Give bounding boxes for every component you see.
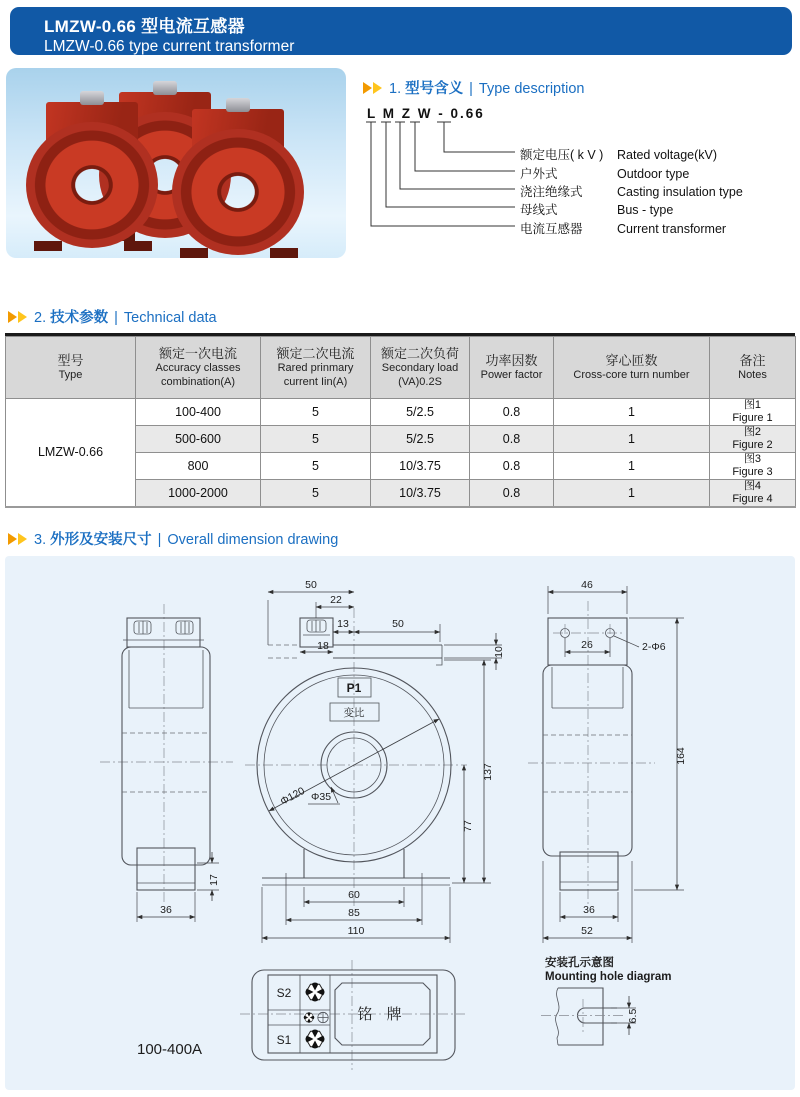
dim-77: 77 xyxy=(462,820,474,832)
product-photo xyxy=(6,68,346,258)
section-title-en: Type description xyxy=(478,81,585,97)
dim-10: 10 xyxy=(493,646,505,658)
dim-dia35: Φ35 xyxy=(311,791,332,803)
table-header-row xyxy=(6,337,796,399)
label-holes: 2-Φ6 xyxy=(642,641,666,653)
bolt-icon xyxy=(305,982,324,1001)
front-view xyxy=(245,579,505,943)
page-header xyxy=(10,7,792,55)
designation-row: 浇注绝缘式 Casting insulation type xyxy=(520,185,743,199)
dim-6p5: 6.5 xyxy=(627,1008,639,1024)
table-row: 1000-2000 5 10/3.75 0.8 1 图4 Figure 4 xyxy=(6,480,796,507)
terminal-bolt xyxy=(303,620,330,635)
designation-row: 电流互感器 Current transformer xyxy=(520,222,727,236)
model-code: L M Z W - 0.66 xyxy=(367,106,485,121)
col-turn-number: 穿心匝数 Cross-core turn number xyxy=(554,337,710,399)
col-secondary-current: 额定二次电流 Rared prinmary current Iin(A) xyxy=(261,337,371,399)
technical-data-table xyxy=(5,333,795,508)
label-ratio: 变比 xyxy=(343,707,365,719)
dim-36-right: 36 xyxy=(583,904,595,916)
section-title-3: 3. 外形及安装尺寸 | Overall dimension drawing xyxy=(8,528,338,549)
dim-dia120: Φ120 xyxy=(278,784,307,808)
dim-52: 52 xyxy=(581,925,593,937)
arrow-icon xyxy=(8,311,17,323)
dimension-drawing xyxy=(5,556,795,1090)
label-p1: P1 xyxy=(346,681,362,695)
dim-17: 17 xyxy=(208,874,220,886)
page-title-en: LMZW-0.66 type current transformer xyxy=(44,38,295,55)
label-s2: S2 xyxy=(276,986,292,1000)
designation-row: 母线式 Bus - type xyxy=(520,203,674,217)
dim-164: 164 xyxy=(675,747,687,765)
terminal-bolts xyxy=(134,621,193,634)
terminal-bolt xyxy=(80,91,104,105)
transformer-unit xyxy=(164,95,314,258)
dim-22: 22 xyxy=(330,594,342,606)
mounting-hole-diagram xyxy=(541,955,672,1045)
dim-36-left: 36 xyxy=(160,904,172,916)
terminal-bolt xyxy=(226,98,250,112)
dim-13: 13 xyxy=(337,618,349,630)
section-title-1: 1. 型号含义 | Type description xyxy=(363,77,585,98)
dim-50a: 50 xyxy=(305,579,317,591)
mounting-title-en: Mounting hole diagram xyxy=(545,971,672,983)
label-nameplate: 铭 牌 xyxy=(357,1006,407,1023)
transformer-ring xyxy=(172,129,304,255)
section-number: 1. xyxy=(389,81,402,97)
page-title-zh: LMZW-0.66 型电流互感器 xyxy=(44,17,245,36)
section-title-2: 2. 技术参数 | Technical data xyxy=(8,306,217,327)
terminal-nameplate-view xyxy=(137,960,465,1070)
col-power-factor: 功率因数 Power factor xyxy=(470,337,554,399)
dim-46: 46 xyxy=(581,579,593,591)
section-title-zh: 外形及安装尺寸 xyxy=(50,532,152,548)
section-title-zh: 技术参数 xyxy=(50,310,109,326)
section-title-en: Technical data xyxy=(123,310,217,326)
designation-row: 户外式 Outdoor type xyxy=(520,167,690,181)
label-s1: S1 xyxy=(276,1033,292,1047)
dim-137: 137 xyxy=(482,763,494,781)
designation-row: 额定电压( k V ) Rated voltage(kV) xyxy=(520,148,718,162)
section-number: 2. xyxy=(34,310,47,326)
dim-85: 85 xyxy=(348,907,360,919)
col-notes: 备注 Notes xyxy=(710,337,796,399)
bolt-icon xyxy=(305,1029,324,1048)
screw-icon xyxy=(318,1012,328,1022)
section-number: 3. xyxy=(34,532,47,548)
dim-50b: 50 xyxy=(392,618,404,630)
dim-110: 110 xyxy=(347,925,365,937)
table-row: 800 5 10/3.75 0.8 1 图3 Figure 3 xyxy=(6,453,796,480)
arrow-icon xyxy=(18,311,27,323)
dim-26: 26 xyxy=(581,639,593,651)
col-type: 型号 Type xyxy=(6,337,136,399)
table-row: LMZW-0.66 100-400 5 5/2.5 0.8 1 图1 Figure 1 xyxy=(6,399,796,426)
dimension-drawing-panel xyxy=(5,556,795,1090)
table-row: 500-600 5 5/2.5 0.8 1 图2 Figure 2 xyxy=(6,426,796,453)
arrow-icon xyxy=(8,533,17,545)
dim-18: 18 xyxy=(317,640,329,652)
type-designation-diagram xyxy=(355,70,800,290)
side-view-left xyxy=(100,604,233,922)
transformer-unit xyxy=(18,88,168,253)
section-title-en: Overall dimension drawing xyxy=(167,532,339,548)
side-view-right xyxy=(528,579,687,943)
dim-60: 60 xyxy=(348,889,360,901)
label-current-range: 100-400A xyxy=(137,1041,203,1058)
type-value-cell: LMZW-0.66 xyxy=(6,399,136,507)
section-title-zh: 型号含义 xyxy=(405,81,464,97)
mounting-title-zh: 安装孔示意图 xyxy=(545,957,614,969)
transformer-ring xyxy=(26,122,158,248)
col-secondary-load: 额定二次负荷 Secondary load (VA)0.2S xyxy=(371,337,470,399)
arrow-icon xyxy=(18,533,27,545)
col-primary-current: 额定一次电流 Accuracy classes combination(A) xyxy=(136,337,261,399)
